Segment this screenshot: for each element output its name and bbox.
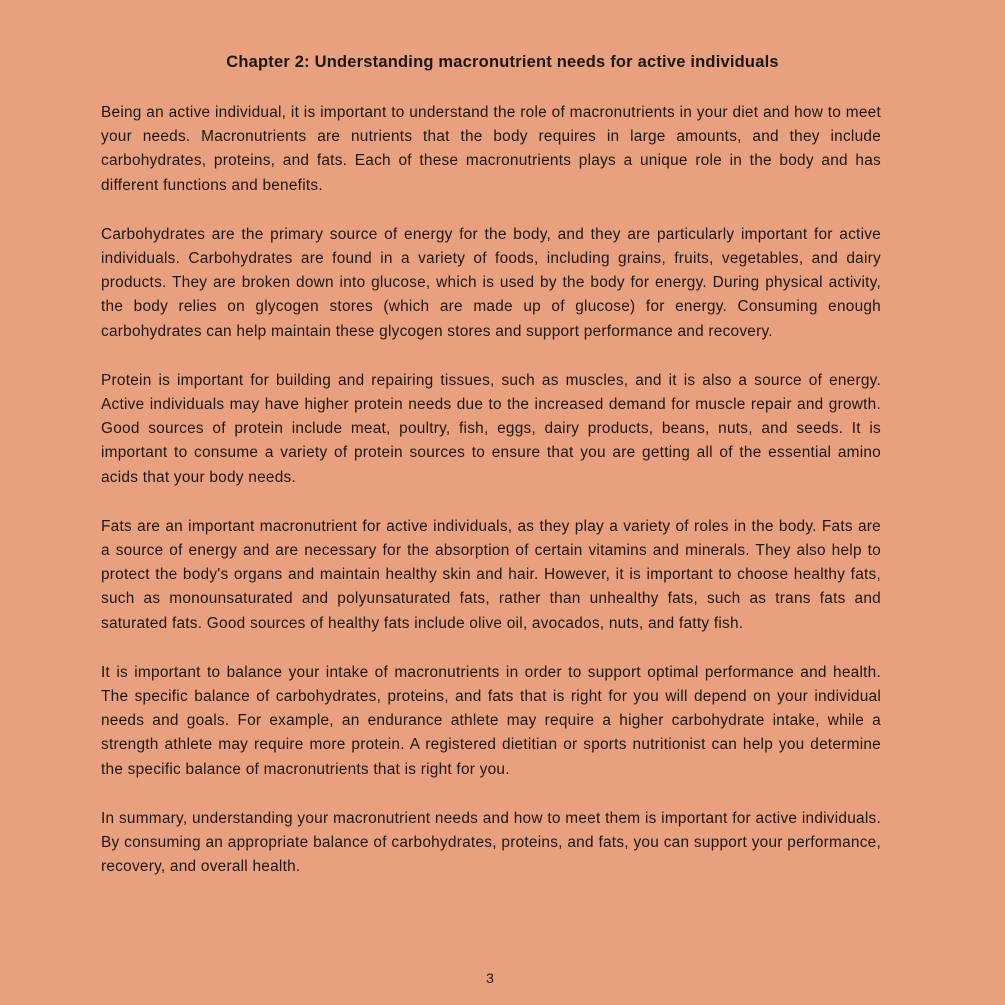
paragraph-fats: Fats are an important macronutrient for active individuals, as they play a variety of roles in the body. Fats are a source of energy and are necessary for the absorption of certain vitamins and minerals. They also help to protect the body's organs and maintain healthy skin and hair. However, it is important to choose healthy fats, such as monounsaturated and polyunsaturated fats, rather than unhealthy fats, such as trans fats and saturated fats. Good sources of healthy fats include olive oil, avocados, nuts, and fatty fish. <box>101 517 881 632</box>
chapter-body <box>101 101 881 904</box>
page-number: 3 <box>486 970 494 986</box>
paragraph-carbohydrates: Carbohydrates are the primary source of energy for the body, and they are particularly important for active individuals. Carbohydrates are found in a variety of foods, including grains, fruits, vegetables, and dairy products. They are broken down into glucose, which is used by the body for energy. During physical activity, the body relies on glycogen stores (which are made up of glucose) for energy. Consuming enough carbohydrates can help maintain these glycogen stores and support performance and recovery. <box>101 225 881 340</box>
chapter-title: Chapter 2: Understanding macronutrient needs for active individuals <box>226 53 779 71</box>
paragraph-summary: In summary, understanding your macronutrient needs and how to meet them is important for active individuals. By consuming an appropriate balance of carbohydrates, proteins, and fats, you can support your performance, recovery, and overall health. <box>101 809 881 876</box>
paragraph-intro: Being an active individual, it is important to understand the role of macronutrients in your diet and how to meet your needs. Macronutrients are nutrients that the body requires in large amounts, and they include carbohydrates, proteins, and fats. Each of these macronutrients plays a unique role in the body and has different functions and benefits. <box>101 104 881 194</box>
paragraph-protein: Protein is important for building and repairing tissues, such as muscles, and it is also a source of energy. Active individuals may have higher protein needs due to the increased demand for muscle repair and growth. Good sources of protein include meat, poultry, fish, eggs, dairy products, beans, nuts, and seeds. It is important to consume a variety of protein sources to ensure that you are getting all of the essential amino acids that your body needs. <box>101 371 881 486</box>
paragraph-balance: It is important to balance your intake of macronutrients in order to support optimal performance and health. The specific balance of carbohydrates, proteins, and fats that is right for you will depend on your individual needs and goals. For example, an endurance athlete may require a higher carbohydrate intake, while a strength athlete may require more protein. A registered dietitian or sports nutritionist can help you determine the specific balance of macronutrients that is right for you. <box>101 663 881 778</box>
